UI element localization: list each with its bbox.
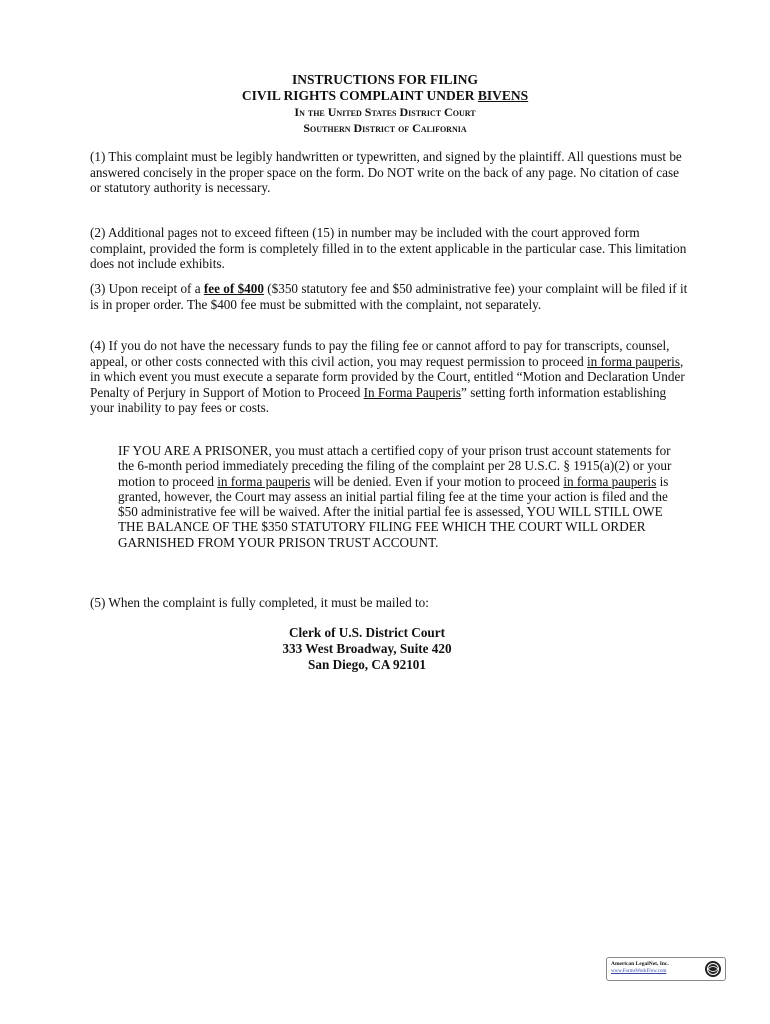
prisoner-notice [118,443,678,550]
instruction-3 [90,281,690,312]
prisoner-text-b: will be denied. Even if your motion to proceed [310,473,564,489]
globe-icon [704,960,722,978]
instruction-3-text-a: (3) Upon receipt of a [90,281,204,296]
page-title: INSTRUCTIONS FOR FILING [291,72,479,87]
instruction-1: (1) This complaint must be legibly handwritten or typewritten, and signed by the plaintiff. All questions must be answered concisely in the proper space on the form. Do NOT write on the back of any page. No citation of case or statutory authority is necessary. [90,149,682,195]
instruction-2: (2) Additional pages not to exceed fifteen (15) in number may be included with the court approved form complaint, provided the form is completely filled in to the extent applicable in the particular case. This limitation does not include exhibits. [90,225,687,271]
publisher-name: American LegalNet, Inc. [611,961,669,967]
mailing-address-line2: 333 West Broadway, Suite 420 [282,641,452,656]
ifp-term: in forma pauperis [586,353,680,369]
instruction-4-text-c: ” setting forth information establishing your inability to pay fees or costs. [90,384,667,415]
title-bivens: BIVENS [477,88,529,103]
instruction-3-text-b: ($350 statutory fee and $50 administrative fee) your complaint will be filed if it is in proper order. The $400 fee must be submitted with the complaint, not separately. [90,281,688,312]
publisher-logo [606,957,726,981]
page-title-line2 [0,87,770,104]
ifp-term: in forma pauperis [217,473,311,489]
publisher-url[interactable]: www.FormsWorkFlow.com [611,969,667,974]
instruction-5: (5) When the complaint is fully completed, it must be mailed to: [90,595,429,610]
prisoner-text-c: is granted, however, the Court may assess an initial partial filing fee at the time your action is filed and the $50 administrative fee will be waived. After the initial partial fee is assessed, YOU WILL STILL OWE THE BALANCE OF THE $350 STATUTORY FILING FEE WHICH THE COURT WILL ORDER GARNISHED FROM YOUR PRISON TRUST ACCOUNT. [118,473,669,550]
ifp-term: in forma pauperis [563,473,657,489]
instruction-4-text-b: , in which event you must execute a separate form provided by the Court, entitled “Motion and Declaration Under Penalty of Perjury in Support of Motion to Proceed [90,353,685,400]
instruction-4 [90,338,690,416]
prisoner-text-a: IF YOU ARE A PRISONER, you must attach a certified copy of your prison trust account statements for the 6-month period immediately preceding the filing of the complaint per 28 U.S.C. § 1915(a)(2) or your motion to proceed [118,443,672,489]
mailing-address-line3: San Diego, CA 92101 [308,657,426,672]
title-prefix: CIVIL RIGHTS COMPLAINT UNDER [241,88,478,103]
mailing-address-line1: Clerk of U.S. District Court [288,625,446,640]
instruction-4-text-a: (4) If you do not have the necessary funds to pay the filing fee or cannot afford to pay for transcripts, counsel, appeal, or other costs connected with this civil action, you may request permission to proceed [90,338,670,369]
ifp-term: In Forma Pauperis [363,384,462,400]
court-name: In the United States District Court [294,105,476,119]
district-name: Southern District of California [303,121,467,135]
fee-amount: fee of $400 [203,281,264,296]
